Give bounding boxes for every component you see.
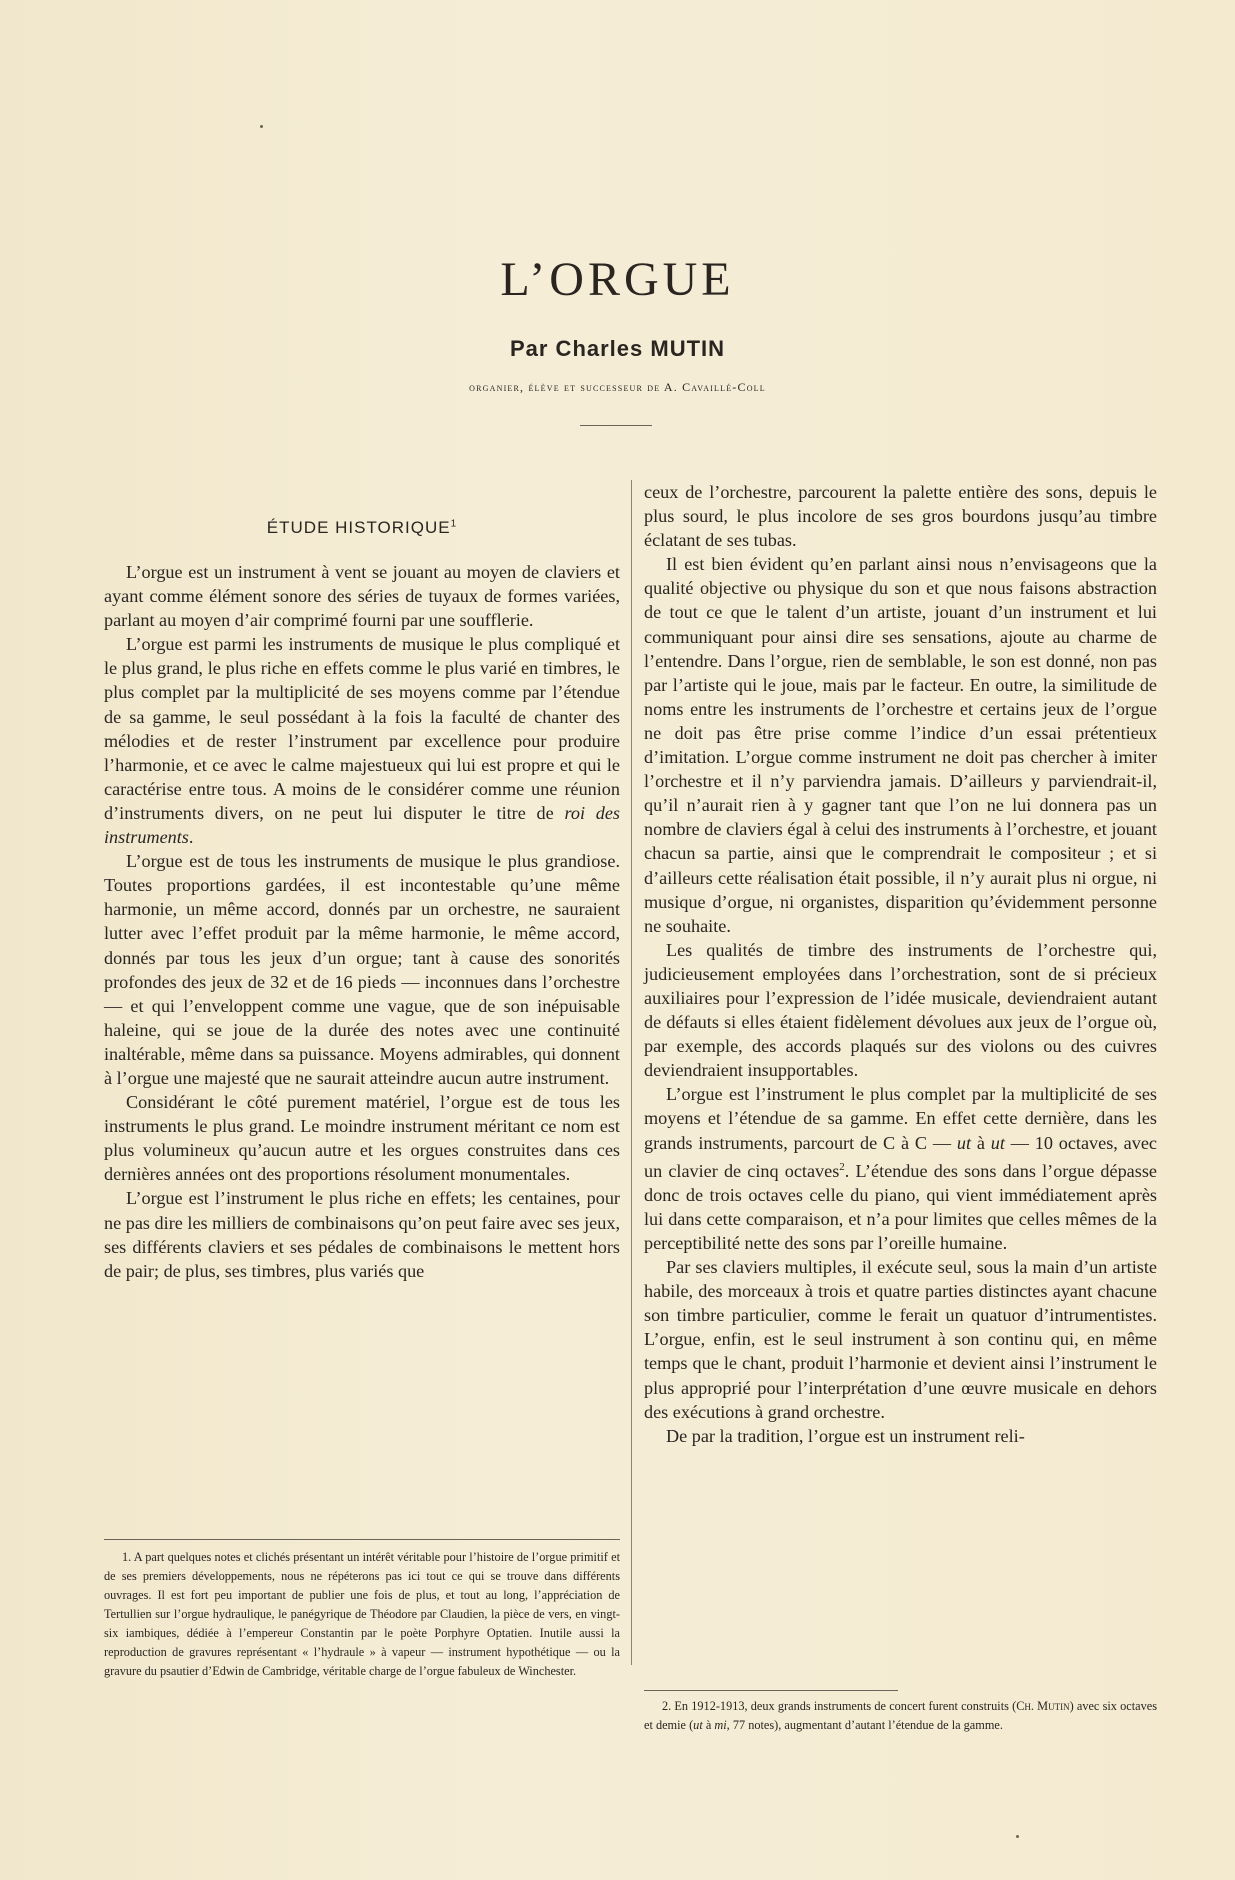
section-heading-text: ÉTUDE HISTORIQUE (266, 518, 451, 537)
right-paragraph-3-italic-2: ut (990, 1132, 1005, 1153)
footnote-1-text: 1. A part quelques notes et clichés présentant un intérêt véritable pour l’histoire de l’orgue primitif et de ses premiers développements, nous ne répéterons pas ici tout ce qui se trouve dans différents ouvrages. Il est fort peu important de publier une fois de plus, et tout au long, l’appréciation de Tertullien sur l’orgue hydraulique, le panégyrique de Théodore par Claudien, la pièce de vers, en vingt-six iambiques, dédiée à l’empereur Constantin par le poète Porphyre Optatien. Inutile aussi la reproduction de gravures représentant « l’hydraule » à vapeur — instrument hypothétique — ou la gravure du psautier d’Edwin de Cambridge, véritable charge de l’orgue fabuleux de Winchester. (104, 1550, 620, 1678)
right-paragraph-3-text-3: . L’étendue des sons dans l’orgue dépasse donc de trois octaves celle du piano, qui vient immédiatement après lui dans cette comparaison, et n’a pour limites que celles mêmes de la perceptibilité nette des sons par l’oreille humaine. (644, 1160, 1157, 1253)
footnote-ref-2[interactable]: 2 (839, 1160, 845, 1173)
footnote-2-italic-1: ut (693, 1718, 703, 1732)
footnote-2-italic-2: mi (714, 1718, 727, 1732)
title-rule (580, 425, 652, 426)
left-column (104, 560, 620, 1283)
footnote-2-mid: ) avec six octaves et demie ( (644, 1699, 1157, 1732)
section-heading (104, 518, 620, 538)
left-paragraph-2-italic: roi des instruments (104, 802, 621, 848)
left-paragraph-5: L’orgue est l’instrument le plus riche en effets; les centaines, pour ne pas dire les milliers de combinaisons qu’on peut faire avec ses jeux, ses différents claviers et ses pédales de combinaisons le mettent hors de pair; de plus, ses timbres, plus variés que (104, 1188, 620, 1281)
footnote-rule-left (104, 1539, 620, 1540)
right-paragraph-3 (644, 1082, 1157, 1255)
right-paragraph-3-text: L’orgue est l’instrument le plus complet par la multiplicité de ses moyens et l’étendue de sa gamme. En effet cette dernière, dans les grands instruments, parcourt de C à C — (644, 1084, 1157, 1153)
right-paragraph-0: ceux de l’orchestre, parcourent la palette entière des sons, depuis le plus sourd, le plus incolore de ses gros bourdons jusqu’au timbre éclatant de ses tubas. (644, 482, 1157, 551)
footnote-1 (104, 1548, 620, 1681)
article-author: Par Charles MUTIN (509, 336, 726, 361)
article-title: L’ORGUE (500, 253, 735, 306)
left-paragraph-2-end: . (188, 827, 194, 848)
ink-speck (260, 125, 263, 128)
right-paragraph-3-mid: à (971, 1132, 991, 1153)
footnote-2 (644, 1697, 1157, 1735)
right-column (644, 480, 1157, 1448)
footnote-2-a: à (702, 1718, 715, 1732)
column-divider (631, 480, 632, 1665)
right-paragraph-3-text-2: — 10 octaves, avec un clavier de cinq octaves (644, 1132, 1157, 1181)
footnote-2-end: , 77 notes), augmentant d’autant l’étendue de la gamme. (726, 1718, 1003, 1732)
ink-speck (1016, 1835, 1019, 1838)
footnote-2-text (644, 1697, 1157, 1735)
right-paragraph-1: Il est bien évident qu’en parlant ainsi nous n’envisageons que la qualité objective ou physique du son et que nous faisons abstraction de tout ce que le talent d’un artiste, jouant d’un instrument et lui communiquant pour ainsi dire ses sensations, ajoute au charme de l’entendre. Dans l’orgue, rien de semblable, le son est donné, non pas par l’artiste qui le joue, mais par le facteur. En outre, la similitude de noms entre les instruments de l’orchestre et certains jeux de l’orgue ne doit pas être prise comme l’indice d’un essai prétentieux d’imitation. L’orgue comme instrument ne doit pas chercher à imiter l’orchestre et il n’y parviendra jamais. D’ailleurs y parviendrait-il, qu’il n’aurait rien à y gagner tant que l’on ne lui donnera pas un nombre de claviers égal à celui des instruments à l’orchestre, et jouant chacun sa partie, ainsi que le comprendrait le compositeur ; et si d’ailleurs cette réalisation était possible, il n’y aurait plus ni orgue, ni musique d’orgue, ni organistes, disparition qu’évidemment personne ne souhaite. (644, 554, 1157, 936)
right-paragraph-2: Les qualités de timbre des instruments de l’orchestre qui, judicieusement employées dans l’orchestration, sont de si précieux auxiliaires pour l’expression de l’idée musicale, deviendraient autant de défauts si elles étaient fidèlement dévolues aux jeux de l’orgue où, par exemple, des accords plaqués sur des violons ou des cuivres deviendraient insupportables. (644, 939, 1157, 1081)
author-affiliation: organier, élève et successeur de A. Cavaillé-Coll (469, 380, 766, 394)
right-paragraph-4: Par ses claviers multiples, il exécute seul, sous la main d’un artiste habile, des morceaux à trois et quatre parties distinctes ayant chacune son timbre particulier, comme le ferait un quatuor d’intrumentistes. L’orgue, enfin, est le seul instrument à son continu qui, en même temps que le chant, produit l’harmonie et devient ainsi l’instrument le plus approprié pour l’interprétation d’une œuvre musicale en dehors des exécutions à grand orchestre. (644, 1257, 1157, 1422)
left-paragraph-4: Considérant le côté purement matériel, l’orgue est de tous les instruments le plus grand. Le moindre instrument méritant ce nom est plus volumineux qu’aucun autre et les orgues construites dans ces dernières années ont des proportions résolument monumentales. (104, 1092, 620, 1185)
right-paragraph-3-italic-1: ut (956, 1132, 971, 1153)
left-paragraph-3: L’orgue est de tous les instruments de musique le plus grandiose. Toutes proportions gardées, il est incontestable qu’une même harmonie, un même accord, donnés par un orchestre, ne sauraient lutter avec l’effet produit par la même harmonie, le même accord, donnés par tous les jeux d’un orgue; tant à cause des sonorités profondes des jeux de 32 et de 16 pieds — inconnues dans l’orchestre — et qui l’enveloppent comme une vague, que de son inépuisable haleine, qui se joue de la durée des notes avec une continuité inaltérable, même dans sa puissance. Moyens admirables, qui donnent à l’orgue une majesté que ne saurait atteindre aucun autre instrument. (104, 851, 620, 1088)
footnote-2-author: Ch. Mutin (1016, 1699, 1070, 1713)
footnote-2-start: 2. En 1912-1913, deux grands instruments de concert furent construits ( (662, 1699, 1017, 1713)
left-paragraph-2-text: L’orgue est parmi les instruments de musique le plus compliqué et le plus grand, le plus riche en effets comme le plus varié en timbres, le plus complet par la multiplicité de ses moyens comme par l’étendue de sa gamme, le seul possédant à la fois la faculté de chanter des mélodies et de rester l’instrument par excellence pour produire l’harmonie, et ce avec le calme majestueux qui lui est propre et qui le caractérise entre tous. A moins de le considérer comme une réunion d’instruments divers, on ne peut lui disputer le titre de (104, 634, 620, 823)
left-paragraph-1: L’orgue est un instrument à vent se jouant au moyen de claviers et ayant comme élément sonore des séries de tuyaux de formes variées, parlant au moyen d’air comprimé fourni par une soufflerie. (104, 562, 620, 631)
footnote-ref-1[interactable]: 1 (450, 518, 458, 530)
footnote-rule-right (644, 1690, 898, 1691)
left-paragraph-2 (104, 632, 620, 849)
right-paragraph-5: De par la tradition, l’orgue est un instrument reli- (666, 1425, 1025, 1446)
